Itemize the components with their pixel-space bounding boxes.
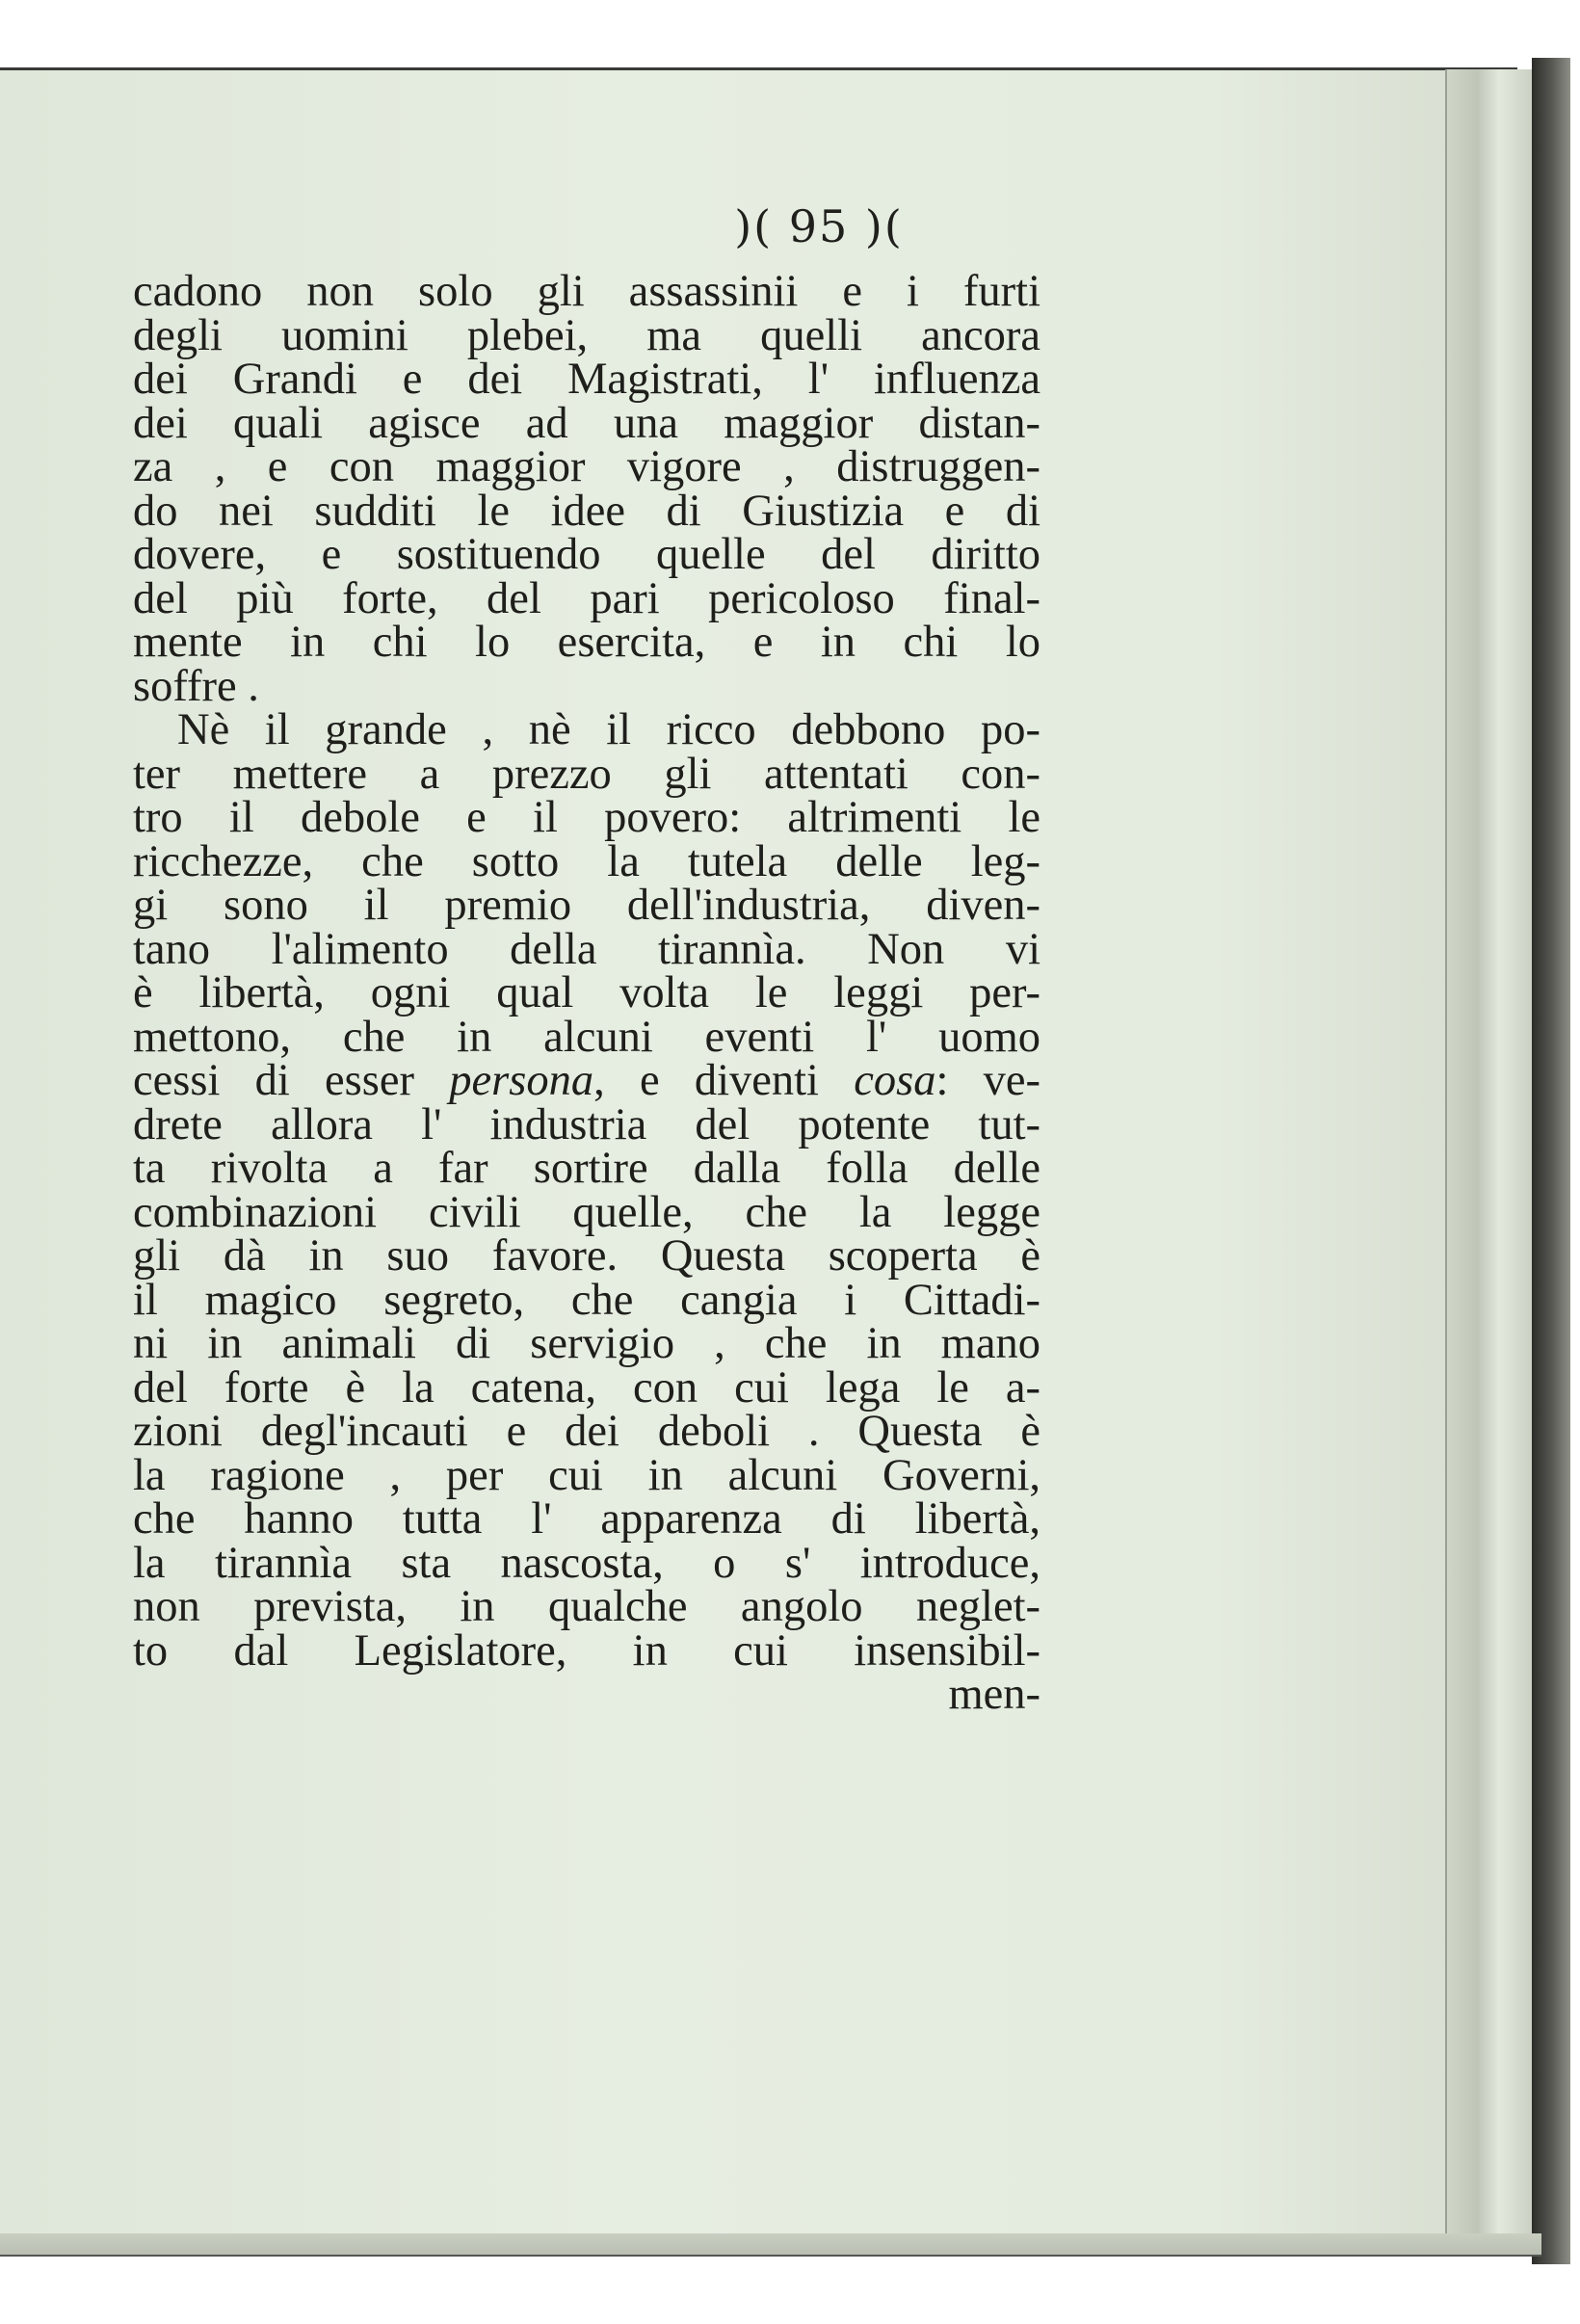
text-line: è libertà, ogni qual volta le leggi per- <box>133 968 1040 1017</box>
text-line: gli dà in suo favore. Questa scoperta è <box>133 1231 1040 1281</box>
header-ornament-left: )( <box>734 200 774 252</box>
text-line: to dal Legislatore, in cui insensibil- <box>133 1625 1040 1676</box>
page-bottom-edge <box>0 2233 1541 2257</box>
text-line: do nei sudditi le idee di Giustizia e di <box>133 486 1040 536</box>
text-line: dovere, e sostituendo quelle del diritto <box>133 530 1040 579</box>
text-line: del più forte, del pari pericoloso final- <box>133 573 1040 623</box>
text-line: ni in animali di servigio , che in mano <box>133 1319 1040 1368</box>
italic-word: persona <box>449 1056 594 1105</box>
text-line: drete allora l' industria del potente tut- <box>133 1099 1040 1149</box>
text-line: tano l'alimento della tirannìa. Non vi <box>133 924 1040 974</box>
text-line: degli uomini plebei, ma quelli ancora <box>133 310 1040 360</box>
header-ornament-right: )( <box>864 200 904 252</box>
catchword: men- <box>948 1670 1040 1719</box>
text-line: mente in chi lo esercita, e in chi lo <box>133 618 1040 667</box>
paragraph-2 <box>133 705 1041 1719</box>
italic-word: cosa <box>854 1056 936 1105</box>
page-header <box>0 200 1416 252</box>
text-line: soffre . <box>133 661 259 711</box>
text-line: la tirannìa sta nascosta, o s' introduce, <box>133 1538 1040 1588</box>
body-text <box>133 267 1041 1719</box>
text-line: del forte è la catena, con cui lega le a- <box>133 1362 1040 1413</box>
text-line: dei quali agisce ad una maggior distan- <box>133 398 1040 448</box>
text-line: tro il debole e il povero: altrimenti le <box>133 793 1040 842</box>
text-line: Nè il grande , nè il ricco debbono po- <box>177 705 1040 754</box>
text-line: ter mettere a prezzo gli attentati con- <box>133 749 1040 799</box>
text-fragment: cessi di esser <box>133 1056 450 1105</box>
paragraph-1 <box>133 267 1040 711</box>
text-line: zioni degl'incauti e dei deboli . Questa è <box>133 1407 1040 1456</box>
text-line: la ragione , per cui in alcuni Governi, <box>133 1450 1040 1500</box>
text-line: mettono, che in alcuni eventi l' uomo <box>133 1012 1040 1062</box>
text-line: dei Grandi e dei Magistrati, l' influenza <box>133 355 1040 404</box>
page-number: 95 <box>788 200 850 252</box>
text-fragment: : ve- <box>935 1056 1041 1105</box>
text-line: gi sono il premio dell'industria, diven- <box>133 881 1040 930</box>
text-line: che hanno tutta l' apparenza di libertà, <box>133 1494 1040 1544</box>
text-fragment: , e diventi <box>593 1056 855 1105</box>
page-fore-edge <box>1445 69 1534 2247</box>
text-line: combinazioni civili quelle, che la legge <box>133 1187 1040 1237</box>
book-edge-shadow <box>1532 58 1570 2264</box>
text-line: ta rivolta a far sortire dalla folla delle <box>133 1144 1040 1193</box>
text-line: ricchezze, che sotto la tutela delle leg- <box>133 836 1040 886</box>
text-line-with-italics <box>133 1056 1041 1105</box>
text-line: il magico segreto, che cangia i Cittadi- <box>133 1275 1040 1325</box>
text-line: za , e con maggior vigore , distruggen- <box>133 442 1040 491</box>
text-line: cadono non solo gli assassinii e i furti <box>133 267 1040 316</box>
text-line: non prevista, in qualche angolo neglet- <box>133 1582 1040 1631</box>
